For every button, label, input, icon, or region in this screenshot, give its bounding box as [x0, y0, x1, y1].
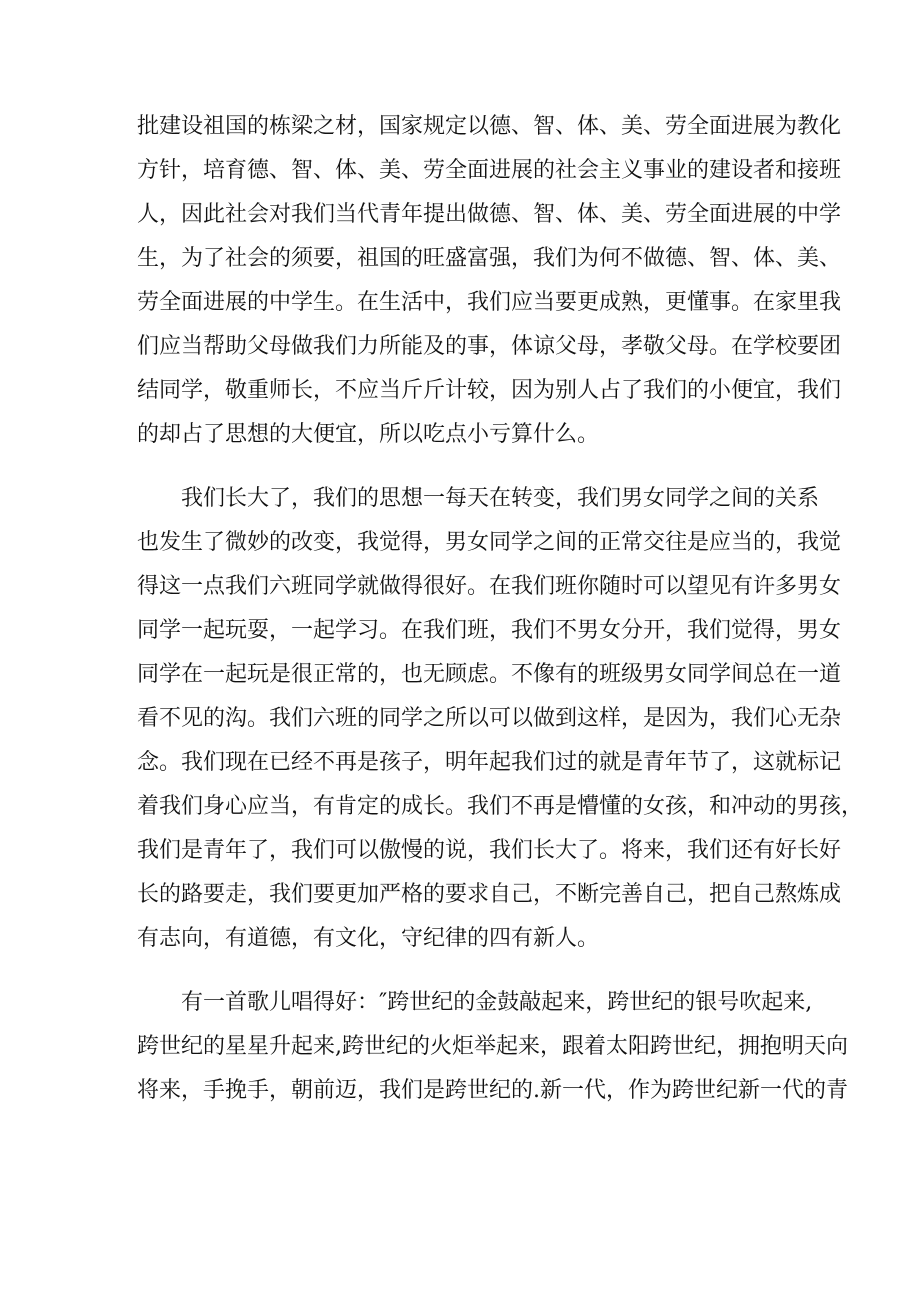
text-line: 方针，培育德、智、体、美、劳全面进展的社会主义事业的建设者和接班 [137, 158, 842, 183]
text-line: 也发生了微妙的改变，我觉得，男女同学之间的正常交往是应当的，我觉 [137, 530, 842, 555]
text-line: 念。我们现在已经不再是孩子，明年起我们过的就是青年节了，这就标记 [137, 750, 842, 775]
text-line: 长的路要走，我们要更加严格的要求自己，不断完善自己，把自己熬炼成 [137, 882, 842, 907]
text-line: 劳全面进展的中学生。在生活中，我们应当要更成熟，更懂事。在家里我 [137, 290, 842, 315]
paragraph [137, 981, 848, 1113]
text-line: 将来，手挽手，朝前迈，我们是跨世纪的.新一代，作为跨世纪新一代的青 [137, 1078, 848, 1103]
text-line: 人，因此社会对我们当代青年提出做德、智、体、美、劳全面进展的中学 [137, 202, 842, 227]
paragraph-spacer [137, 961, 797, 981]
text-line: 们应当帮助父母做我们力所能及的事，体谅父母，孝敬父母。在学校要团 [137, 334, 842, 359]
text-line: 得这一点我们六班同学就做得很好。在我们班你随时可以望见有许多男女 [137, 574, 842, 599]
text-line: 我们长大了，我们的思想一每天在转变，我们男女同学之间的关系 [137, 486, 820, 511]
text-line: 同学在一起玩是很正常的，也无顾虑。不像有的班级男女同学间总在一道 [137, 662, 842, 687]
text-line: 着我们身心应当，有肯定的成长。我们不再是懵懂的女孩，和冲动的男孩， [137, 794, 864, 819]
paragraph [137, 105, 842, 457]
text-line: 跨世纪的星星升起来,跨世纪的火炬举起来，跟着太阳跨世纪，拥抱明天向 [137, 1034, 848, 1059]
text-line: 有志向，有道德，有文化，守纪律的四有新人。 [137, 926, 600, 951]
text-line: 我们是青年了，我们可以傲慢的说，我们长大了。将来，我们还有好长好 [137, 838, 842, 863]
text-line: 批建设祖国的栋梁之材，国家规定以德、智、体、美、劳全面进展为教化 [137, 114, 842, 139]
text-line: 的却占了思想的大便宜，所以吃点小亏算什么。 [137, 422, 600, 447]
text-line: 看不见的沟。我们六班的同学之所以可以做到这样，是因为，我们心无杂 [137, 706, 842, 731]
paragraph-spacer [137, 457, 797, 477]
document-body [137, 105, 864, 1113]
text-line: 结同学，敬重师长，不应当斤斤计较，因为别人占了我们的小便宜，我们 [137, 378, 842, 403]
text-line: 生，为了社会的须要，祖国的旺盛富强，我们为何不做德、智、体、美、 [137, 246, 842, 271]
text-line: 同学一起玩耍，一起学习。在我们班，我们不男女分开，我们觉得，男女 [137, 618, 842, 643]
paragraph [137, 477, 864, 961]
text-line: 有一首歌儿唱得好：″跨世纪的金鼓敲起来，跨世纪的银号吹起来, [137, 990, 813, 1015]
